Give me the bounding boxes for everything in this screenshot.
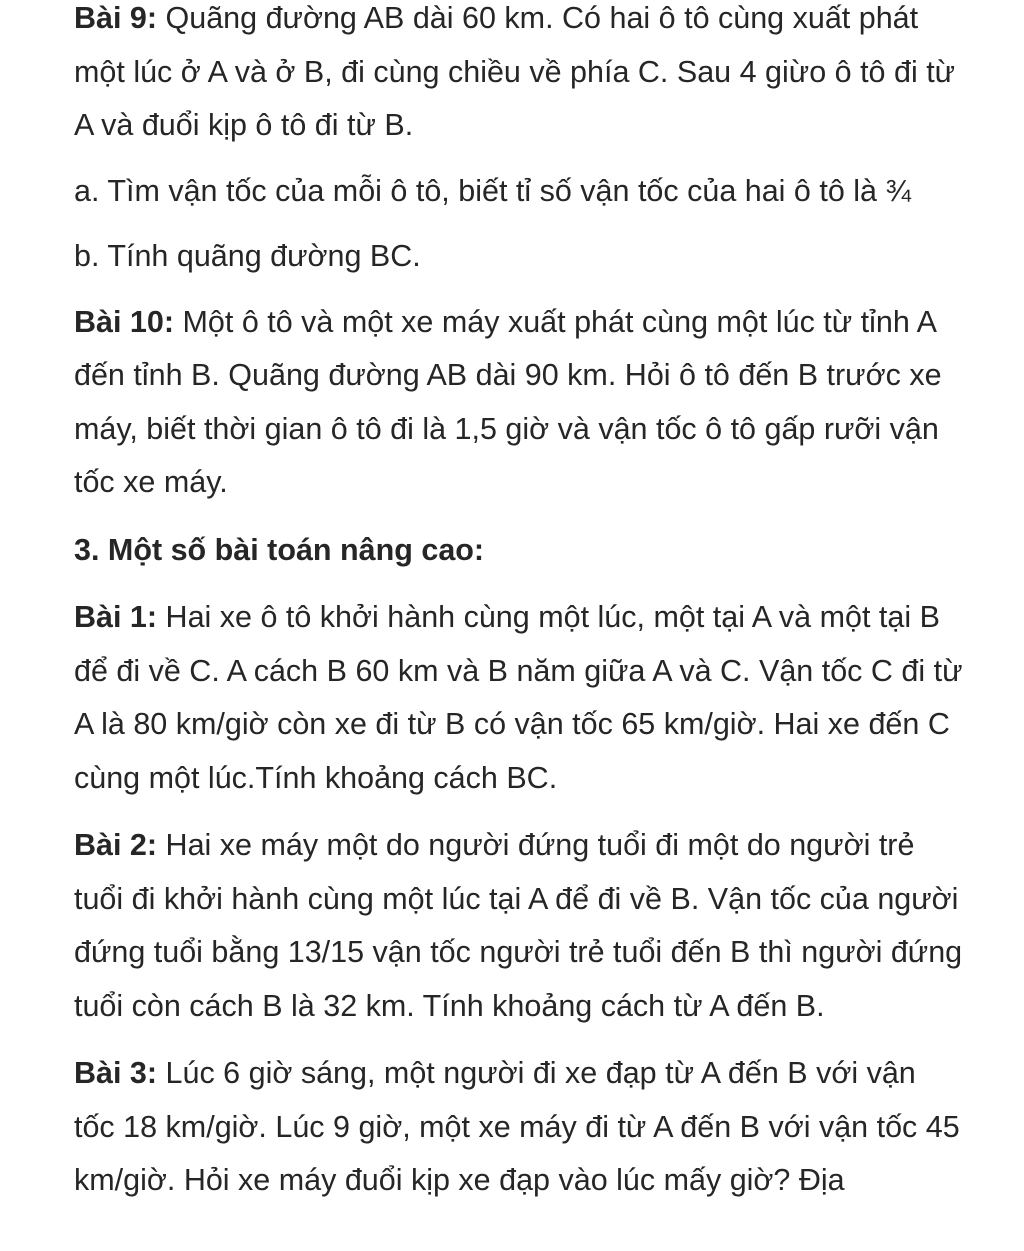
problem-10-label: Bài 10: [74, 304, 175, 339]
advanced-problem-2-label: Bài 2: [74, 828, 158, 862]
advanced-problem-1-text: Hai xe ô tô khởi hành cùng một lúc, một tại A và một tại B để đi về C. A cách B 60 km và B năm giữa A và C. Vận tốc C đi từ A là 80 km/giờ còn xe đi từ B có vận tốc 65 km/giờ. Hai xe đến C cùng một lúc.Tính khoảng cách BC. [74, 600, 963, 795]
section-heading: 3. Một số bài toán nâng cao: [74, 532, 485, 567]
problem-9-part-b: b. Tính quãng đường BC. [74, 239, 421, 273]
problem-10-text: Một ô tô và một xe máy xuất phát cùng một lúc từ tỉnh A đến tỉnh B. Quãng đường AB dài 90 km. Hỏi ô tô đến B trước xe máy, biết thời gian ô tô đi là 1,5 giờ và vận tốc ô tô gấp rưỡi vận tốc xe máy. [74, 304, 942, 499]
advanced-problem-2 [74, 819, 964, 1033]
advanced-problem-3-text: Lúc 6 giờ sáng, một người đi xe đạp từ A đến B với vận tốc 18 km/giờ. Lúc 9 giờ, một xe máy đi từ A đến B với vận tốc 45 km/giờ. Hỏi xe máy đuổi kịp xe đạp vào lúc mấy giờ? Địa [74, 1056, 960, 1197]
document-page [74, 0, 964, 1208]
advanced-problem-1 [74, 591, 964, 805]
problem-10 [74, 296, 964, 510]
advanced-problem-3 [74, 1047, 964, 1208]
problem-9-text: Quãng đường AB dài 60 km. Có hai ô tô cùng xuất phát một lúc ở A và ở B, đi cùng chiều về phía C. Sau 4 giừo ô tô đi từ A và đuổi kịp ô tô đi từ B. [74, 1, 956, 142]
advanced-problem-1-label: Bài 1: [74, 600, 158, 634]
advanced-problem-2-text: Hai xe máy một do người đứng tuổi đi một do người trẻ tuổi đi khởi hành cùng một lúc tại A để đi về B. Vận tốc của người đứng tuổi bằng 13/15 vận tốc người trẻ tuổi đến B thì người đứng tuổi còn cách B là 32 km. Tính khoảng cách từ A đến B. [74, 828, 963, 1023]
problem-9-label: Bài 9: [74, 1, 158, 35]
problem-9-part-a: a. Tìm vận tốc của mỗi ô tô, biết tỉ số vận tốc của hai ô tô là ¾ [74, 173, 911, 208]
advanced-problem-3-label: Bài 3: [74, 1056, 158, 1090]
problem-9 [74, 0, 964, 153]
